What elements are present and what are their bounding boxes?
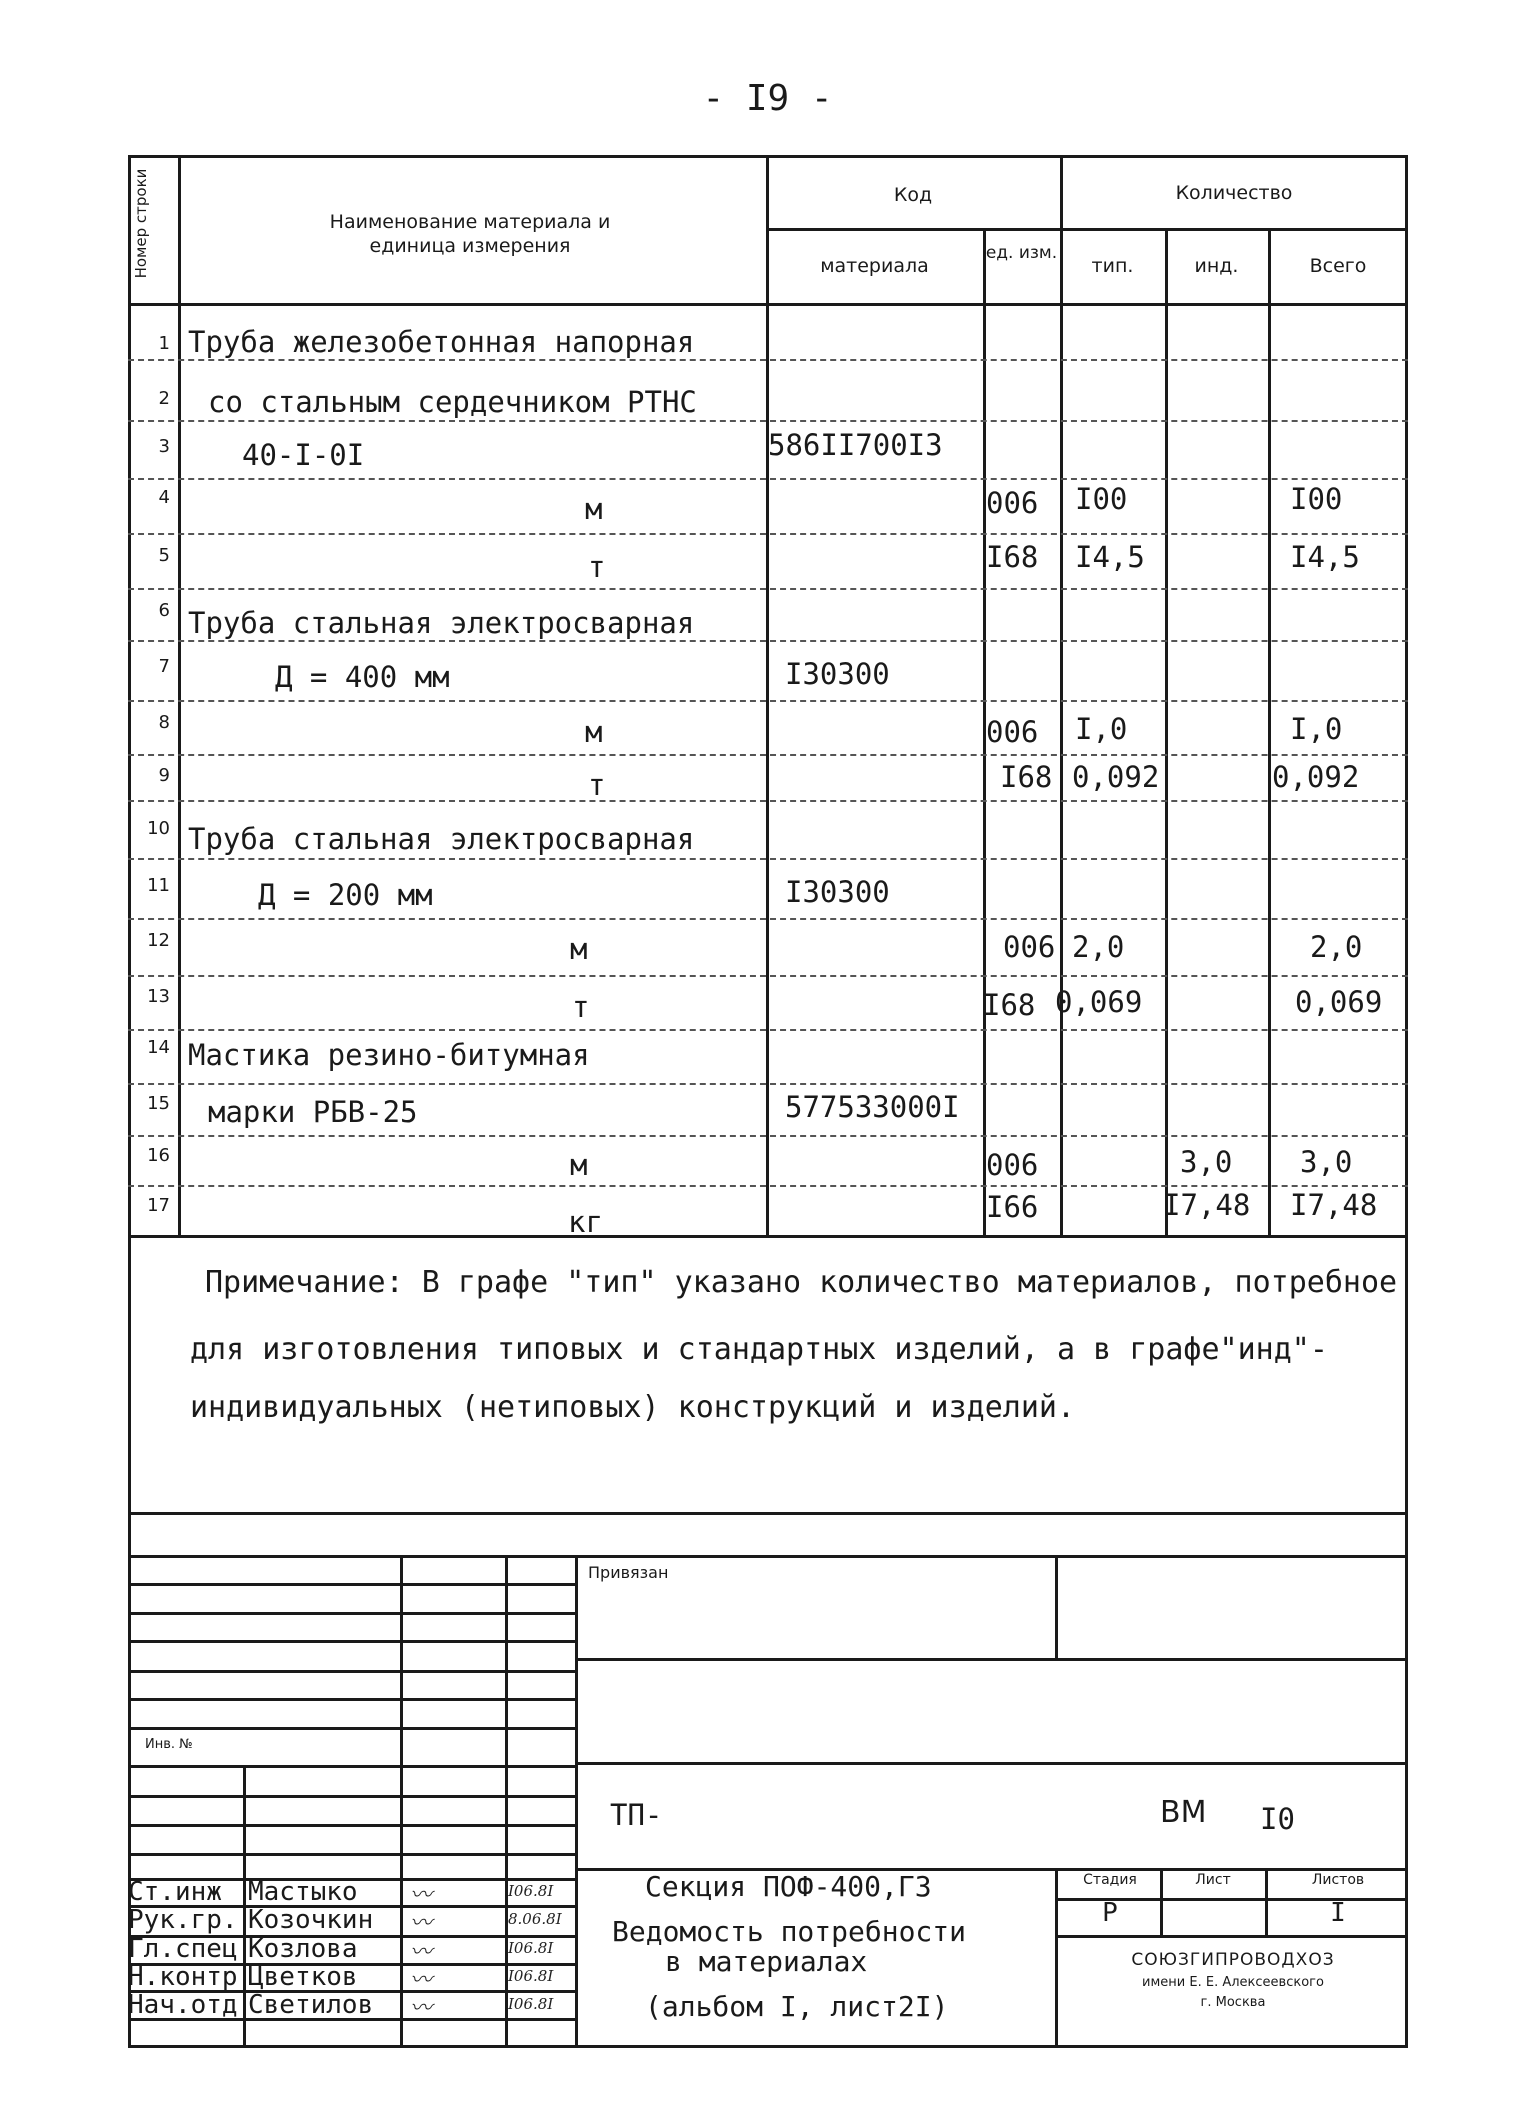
- row-number: 6: [158, 600, 170, 621]
- row-name: м: [570, 1148, 588, 1182]
- row-type-qty: 0,092: [1072, 760, 1160, 794]
- doc-code-prefix: ТП-: [610, 1798, 663, 1832]
- signature-name: Козлова: [248, 1934, 358, 1964]
- row-name: м: [585, 715, 603, 749]
- signature-date: I06.8I: [508, 1882, 554, 1900]
- signature-role: Рук.гр.: [128, 1905, 238, 1935]
- row-name: Труба стальная электросварная: [188, 822, 695, 856]
- row-unit-code: 006: [1003, 930, 1056, 964]
- row-name: т: [588, 550, 606, 584]
- row-name: Мастика резино-битумная: [188, 1038, 590, 1072]
- page-number: - I9 -: [702, 78, 833, 119]
- inventory-number-label: Инв. №: [145, 1737, 193, 1752]
- signature-role: Н.контр: [128, 1962, 238, 1992]
- type-header: тип.: [1091, 255, 1134, 277]
- row-number: 10: [147, 818, 170, 839]
- row-number: 15: [147, 1093, 170, 1114]
- row-total-qty: 2,0: [1310, 930, 1363, 964]
- title-line-2: Ведомость потребности: [612, 1915, 967, 1948]
- row-unit-code: I66: [986, 1190, 1039, 1224]
- row-type-qty: 2,0: [1072, 930, 1125, 964]
- note-line-2: для изготовления типовых и стандартных изделий, а в графе"инд"-: [190, 1332, 1328, 1367]
- row-total-qty: I,0: [1290, 712, 1343, 746]
- row-number: 1: [158, 333, 170, 354]
- signature-mark: 〰︎: [410, 1883, 433, 1908]
- signature-role: Гл.спец: [128, 1934, 238, 1964]
- code-header: Код: [893, 184, 933, 206]
- row-number: 5: [158, 545, 170, 566]
- total-header: Всего: [1309, 255, 1367, 277]
- note-line-1: Примечание: В графе "тип" указано количество материалов, потребное: [205, 1265, 1398, 1300]
- stage-label: Стадия: [1083, 1872, 1137, 1888]
- row-name: Д = 200 мм: [258, 878, 433, 912]
- row-individual-qty: I7,48: [1163, 1188, 1251, 1222]
- sheet-label: Лист: [1195, 1872, 1231, 1888]
- sheets-label: Листов: [1311, 1872, 1365, 1888]
- row-name: Труба железобетонная напорная: [188, 325, 695, 359]
- row-name: т: [588, 768, 606, 802]
- title-line-4: (альбом I, лист2I): [645, 1990, 949, 2023]
- signature-role: Ст.инж: [128, 1877, 222, 1907]
- row-name: кг: [568, 1205, 603, 1239]
- organization-city: г. Москва: [1200, 1995, 1266, 2010]
- row-number: 8: [158, 712, 170, 733]
- row-total-qty: I00: [1290, 482, 1343, 516]
- signature-date: 8.06.8I: [508, 1910, 562, 1928]
- organization-subtitle: имени Е. Е. Алексеевского: [1142, 1975, 1324, 1990]
- row-type-qty: I00: [1075, 482, 1128, 516]
- title-line-1: Секция ПОФ-400,ГЗ: [645, 1870, 932, 1903]
- individual-header: инд.: [1194, 255, 1239, 277]
- doc-number: I0: [1260, 1802, 1295, 1836]
- row-number-header: Номер строки: [132, 168, 150, 279]
- row-unit-code: 006: [986, 486, 1039, 520]
- row-number: 3: [158, 436, 170, 457]
- row-number: 12: [147, 930, 170, 951]
- row-unit-code: 006: [986, 1148, 1039, 1182]
- stage-value: Р: [1102, 1898, 1118, 1928]
- signature-date: I06.8I: [508, 1995, 554, 2013]
- row-type-qty: I4,5: [1075, 540, 1145, 574]
- unit-code-header: ед. изм.: [985, 243, 1058, 263]
- row-type-qty: 0,069: [1055, 985, 1143, 1019]
- row-unit-code: I68: [986, 540, 1039, 574]
- row-total-qty: 3,0: [1300, 1145, 1353, 1179]
- row-total-qty: 0,092: [1272, 760, 1360, 794]
- row-number: 16: [147, 1145, 170, 1166]
- signature-mark: 〰︎: [410, 1940, 433, 1965]
- row-number: 13: [147, 986, 170, 1007]
- row-material-code: I30300: [785, 875, 890, 909]
- signature-mark: 〰︎: [410, 1968, 433, 1993]
- signature-name: Козочкин: [248, 1905, 374, 1935]
- row-unit-code: I68: [983, 988, 1036, 1022]
- row-material-code: I30300: [785, 657, 890, 691]
- row-name: м: [585, 492, 603, 526]
- sheets-value: I: [1330, 1898, 1346, 1928]
- row-number: 14: [147, 1037, 170, 1058]
- row-number: 9: [158, 765, 170, 786]
- row-number: 4: [158, 487, 170, 508]
- signature-role: Нач.отд: [128, 1990, 238, 2020]
- row-number: 17: [147, 1195, 170, 1216]
- quantity-header: Количество: [1175, 182, 1293, 204]
- row-number: 7: [158, 656, 170, 677]
- row-name: со стальным сердечником РТНС: [208, 385, 697, 419]
- row-material-code: 577533000I: [785, 1090, 960, 1124]
- organization-name: СОЮЗГИПРОВОДХОЗ: [1131, 1950, 1335, 1970]
- signature-name: Светилов: [248, 1990, 374, 2020]
- signature-mark: 〰︎: [410, 1996, 433, 2021]
- row-name: т: [572, 990, 590, 1024]
- row-material-code: 586II700I3: [768, 428, 943, 462]
- note-line-3: индивидуальных (нетиповых) конструкций и изделий.: [190, 1390, 1076, 1425]
- row-name: м: [570, 932, 588, 966]
- signature-mark: 〰︎: [410, 1911, 433, 1936]
- signature-name: Цветков: [248, 1962, 358, 1992]
- privyazan-label: Привязан: [588, 1563, 669, 1582]
- material-code-header: материала: [820, 255, 929, 277]
- row-name: марки РБВ-25: [208, 1095, 418, 1129]
- row-name: Д = 400 мм: [275, 660, 450, 694]
- row-total-qty: I7,48: [1290, 1188, 1378, 1222]
- name-header: Наименование материала и единица измерения: [329, 211, 611, 257]
- row-unit-code: 006: [986, 715, 1039, 749]
- row-total-qty: I4,5: [1290, 540, 1360, 574]
- doc-mark: ВМ: [1160, 1795, 1207, 1830]
- row-number: 11: [147, 875, 170, 896]
- title-line-3: в материалах: [665, 1945, 868, 1978]
- row-total-qty: 0,069: [1295, 985, 1383, 1019]
- signature-name: Мастыко: [248, 1877, 358, 1907]
- row-unit-code: I68: [1000, 760, 1053, 794]
- row-number: 2: [158, 388, 170, 409]
- row-type-qty: I,0: [1075, 712, 1128, 746]
- row-individual-qty: 3,0: [1180, 1145, 1233, 1179]
- signature-date: I06.8I: [508, 1939, 554, 1957]
- row-name: 40-I-0I: [242, 438, 365, 472]
- signature-date: I06.8I: [508, 1967, 554, 1985]
- row-name: Труба стальная электросварная: [188, 606, 695, 640]
